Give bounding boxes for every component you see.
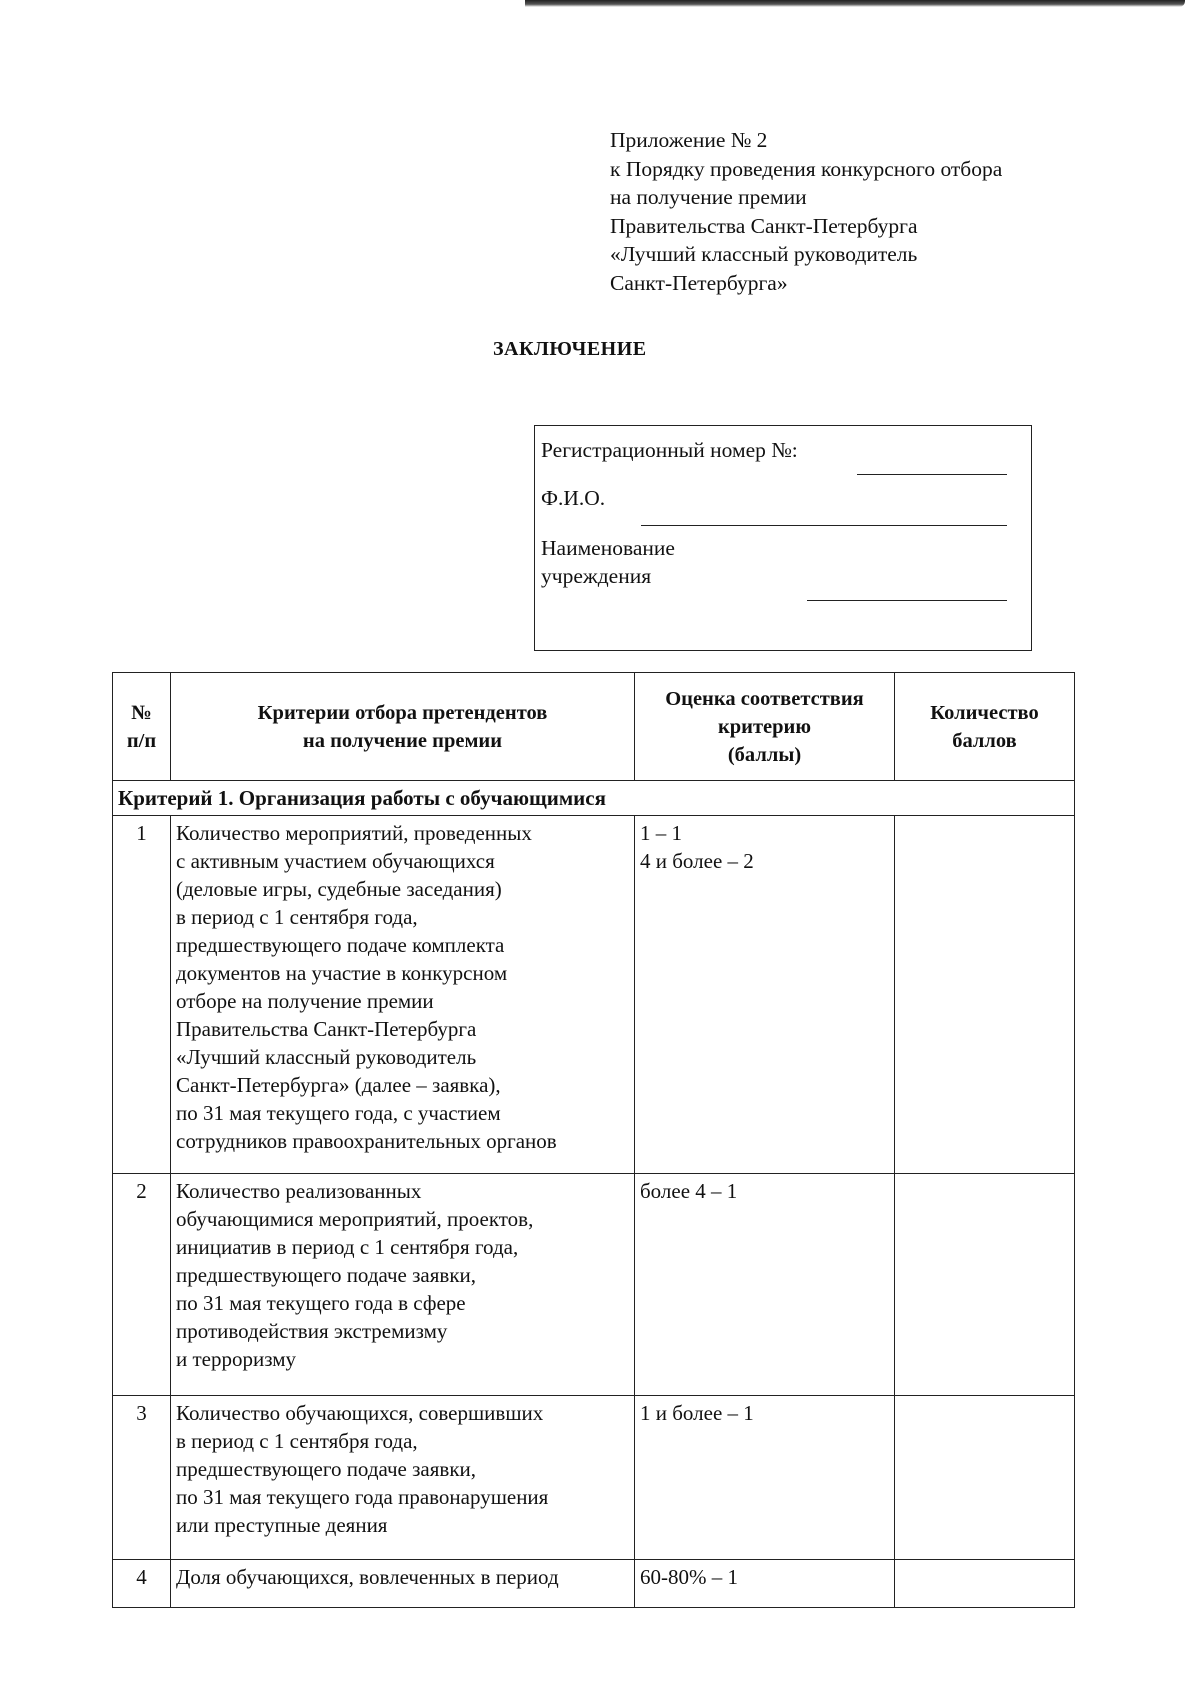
institution-label: Наименование учреждения xyxy=(541,536,675,588)
fio-line xyxy=(641,525,1007,526)
table-row xyxy=(113,1396,1075,1560)
row-num: 3 xyxy=(113,1396,171,1560)
row-num: 2 xyxy=(113,1174,171,1396)
row-assessment: 1 – 1 4 и более – 2 xyxy=(635,816,895,1174)
row-assessment: 60-80% – 1 xyxy=(635,1560,895,1608)
row-assessment: более 4 – 1 xyxy=(635,1174,895,1396)
section-row xyxy=(113,781,1075,816)
reg-number-label: Регистрационный номер №: xyxy=(541,438,798,462)
row-points xyxy=(895,1560,1075,1608)
table-row xyxy=(113,1174,1075,1396)
registration-box xyxy=(534,425,1032,651)
document-title: ЗАКЛЮЧЕНИЕ xyxy=(493,338,647,360)
header-points: Количество баллов xyxy=(895,673,1075,781)
header-criteria: Критерии отбора претендентов на получение премии xyxy=(171,673,635,781)
row-criteria: Доля обучающихся, вовлеченных в период xyxy=(171,1560,635,1608)
criteria-table xyxy=(112,672,1075,1608)
table-row xyxy=(113,1560,1075,1608)
row-num: 1 xyxy=(113,816,171,1174)
row-criteria: Количество реализованных обучающимися мероприятий, проектов, инициатив в период с 1 сентября года, предшествующего подаче заявки, по 31 мая текущего года в сфере противодействия экстремизму и терроризму xyxy=(171,1174,635,1396)
table-row xyxy=(113,816,1075,1174)
header-assessment: Оценка соответствия критерию (баллы) xyxy=(635,673,895,781)
table-header-row xyxy=(113,673,1075,781)
row-points xyxy=(895,816,1075,1174)
row-points xyxy=(895,1396,1075,1560)
row-criteria: Количество мероприятий, проведенных с активным участием обучающихся (деловые игры, судебные заседания) в период с 1 сентября года, предшествующего подаче комплекта документов на участие в конкурсном отборе на получение премии Правительства Санкт-Петербурга «Лучший классный руководитель Санкт-Петербурга» (далее – заявка), по 31 мая текущего года, с участием сотрудников правоохранительных органов xyxy=(171,816,635,1174)
header-num: № п/п xyxy=(113,673,171,781)
row-criteria: Количество обучающихся, совершивших в период с 1 сентября года, предшествующего подаче заявки, по 31 мая текущего года правонарушения или преступные деяния xyxy=(171,1396,635,1560)
reg-number-line xyxy=(857,474,1007,475)
section-title: Критерий 1. Организация работы с обучающимися xyxy=(113,781,1075,816)
scan-edge xyxy=(525,0,1185,7)
appendix-note: Приложение № 2 к Порядку проведения конкурсного отбора на получение премии Правительства Санкт-Петербурга «Лучший классный руководитель Санкт-Петербурга» xyxy=(610,128,1003,295)
row-points xyxy=(895,1174,1075,1396)
row-assessment: 1 и более – 1 xyxy=(635,1396,895,1560)
row-num: 4 xyxy=(113,1560,171,1608)
fio-label: Ф.И.О. xyxy=(541,486,606,510)
institution-line xyxy=(807,600,1007,601)
